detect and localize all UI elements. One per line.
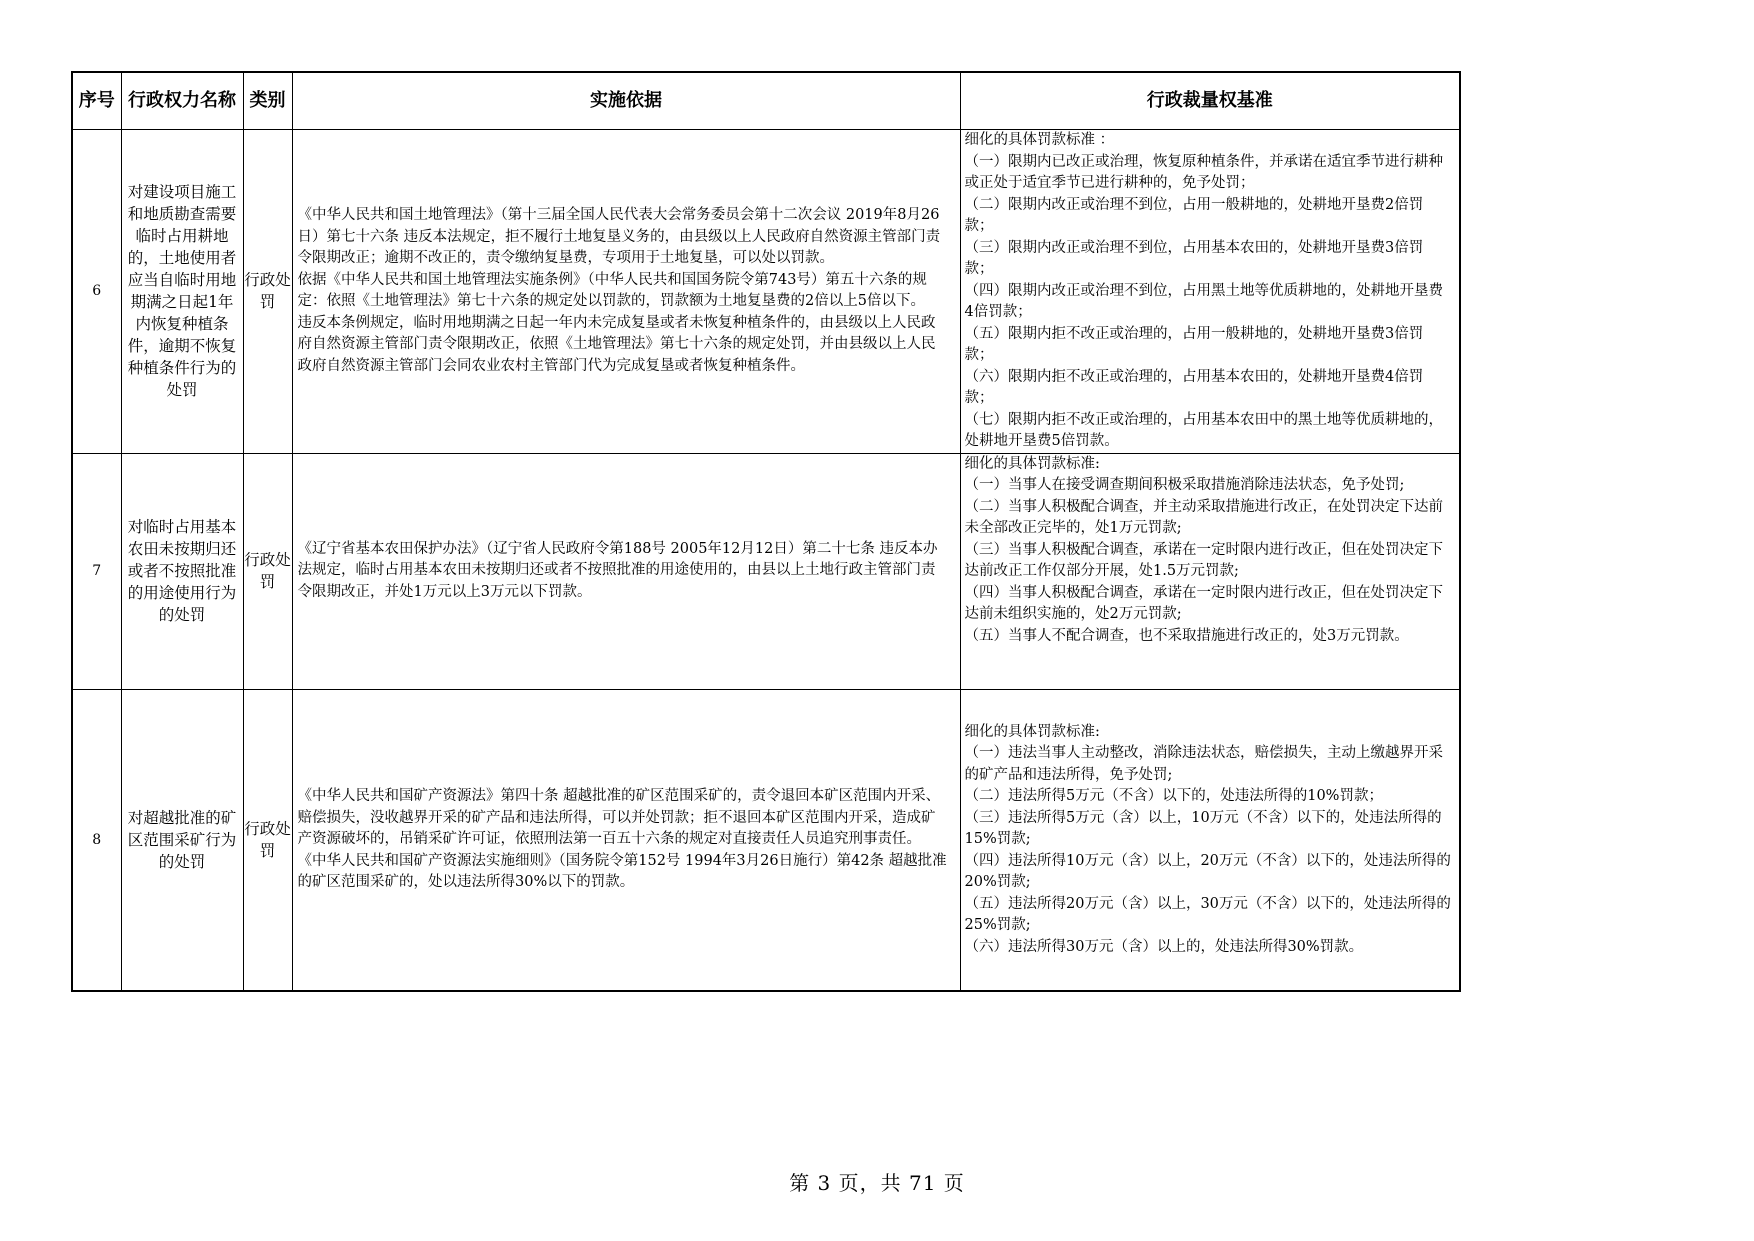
- basis-paragraph: 《中华人民共和国矿产资源法》第四十条 超越批准的矿区范围采矿的，责令退回本矿区范围内开采、赔偿损失，没收越界开采的矿产品和违法所得，可以并处罚款；拒不退回本矿区范围内开采，造成矿产资源破坏的，吊销采矿许可证，依照刑法第一百五十六条的规定对直接责任人员追究刑事责任。: [297, 788, 941, 847]
- page-footer: 第 3 页，共 71 页: [789, 1171, 965, 1195]
- standard-line: （二）当事人积极配合调查，并主动采取措施进行改正，在处罚决定下达前未全部改正完毕的，处1万元罚款;: [964, 498, 1443, 536]
- standard-line: （一）限期内已改正或治理，恢复原种植条件，并承诺在适宜季节进行耕种或正处于适宜季节已进行耕种的，免予处罚；: [964, 153, 1443, 191]
- standard-line: （六）违法所得30万元（含）以上的，处违法所得30%罚款。: [964, 938, 1364, 955]
- basis-paragraph: 依据《中华人民共和国土地管理法实施条例》（中华人民共和国国务院令第743号）第五十六条的规定：依照《土地管理法》第七十六条的规定处以罚款的，罚款额为土地复垦费的2倍以上5倍以下。: [297, 271, 927, 310]
- row-basis: [292, 689, 960, 991]
- row-discretion-standard: [960, 689, 1460, 991]
- standard-line: （七）限期内拒不改正或治理的，占用基本农田中的黑土地等优质耕地的，处耕地开垦费5倍罚款。: [964, 411, 1443, 449]
- row-basis: [292, 453, 960, 689]
- row-discretion-standard: [960, 453, 1460, 689]
- row-category: 行政处罚: [243, 453, 292, 689]
- table-row: [72, 453, 1460, 689]
- table-row: [72, 689, 1460, 991]
- row-discretion-standard: [960, 130, 1460, 454]
- standard-line: （六）限期内拒不改正或治理的，占用基本农田的，处耕地开垦费4倍罚款；: [964, 368, 1424, 406]
- header-discretion-standard: 行政裁量权基准: [960, 72, 1460, 130]
- standard-line: （五）违法所得20万元（含）以上，30万元（不含）以下的，处违法所得的25%罚款;: [964, 895, 1451, 933]
- header-seq: 序号: [72, 72, 121, 130]
- standard-line: 细化的具体罚款标准 ：: [964, 132, 1115, 148]
- standard-line: （二）违法所得5万元（不含）以下的，处违法所得的10%罚款；: [964, 788, 1383, 804]
- row-category: 行政处罚: [243, 689, 292, 991]
- row-power-name: 对超越批准的矿区范围采矿行为的处罚: [121, 689, 243, 991]
- standard-line: 细化的具体罚款标准:: [964, 455, 1100, 472]
- standard-line: （三）违法所得5万元（含）以上，10万元（不含）以下的，处违法所得的15%罚款;: [964, 809, 1442, 847]
- basis-paragraph: 《中华人民共和国土地管理法》（第十三届全国人民代表大会常务委员会第十二次会议 2019年8月26日）第七十六条 违反本法规定，拒不履行土地复垦义务的，由县级以上人民政府自然资源主管部门责令限期改正；逾期不改正的，责令缴纳复垦费，专项用于土地复垦，可以处以罚款。: [297, 207, 941, 267]
- row-seq: 6: [72, 130, 121, 454]
- standard-line: （三）当事人积极配合调查，承诺在一定时限内进行改正，但在处罚决定下达前改正工作仅部分开展，处1.5万元罚款;: [964, 541, 1443, 579]
- header-basis: 实施依据: [292, 72, 960, 130]
- standard-line: （一）当事人在接受调查期间积极采取措施消除违法状态，免予处罚;: [964, 477, 1405, 493]
- header-power-name: 行政权力名称: [121, 72, 243, 130]
- standard-line: 细化的具体罚款标准:: [964, 723, 1100, 740]
- table-row: [72, 130, 1460, 454]
- basis-paragraph: 《辽宁省基本农田保护办法》（辽宁省人民政府令第188号 2005年12月12日）第二十七条 违反本办法规定，临时占用基本农田未按期归还或者不按照批准的用途使用的，由县以上土地行政主管部门责令限期改正，并处1万元以上3万元以下罚款。: [297, 540, 938, 600]
- header-category: 类别: [243, 72, 292, 130]
- standard-line: （四）违法所得10万元（含）以上，20万元（不含）以下的，处违法所得的20%罚款;: [964, 852, 1451, 890]
- standard-line: （二）限期内改正或治理不到位，占用一般耕地的，处耕地开垦费2倍罚款；: [964, 196, 1424, 234]
- discretion-standards-table: [71, 71, 1461, 992]
- row-category: 行政处罚: [243, 130, 292, 454]
- standard-line: （一）违法当事人主动整改，消除违法状态，赔偿损失，主动上缴越界开采的矿产品和违法所得，免予处罚;: [964, 745, 1443, 783]
- table-header-row: [72, 72, 1460, 130]
- standard-line: （四）当事人积极配合调查，承诺在一定时限内进行改正，但在处罚决定下达前未组织实施的，处2万元罚款;: [964, 584, 1443, 622]
- row-power-name: 对临时占用基本农田未按期归还或者不按照批准的用途使用行为的处罚: [121, 453, 243, 689]
- row-seq: 7: [72, 453, 121, 689]
- basis-paragraph: 《中华人民共和国矿产资源法实施细则》（国务院令第152号 1994年3月26日施行）第42条 超越批准的矿区范围采矿的，处以违法所得30%以下的罚款。: [297, 852, 947, 890]
- row-power-name: 对建设项目施工和地质勘查需要临时占用耕地的，土地使用者应当自临时用地期满之日起1年内恢复种植条件，逾期不恢复种植条件行为的处罚: [121, 130, 243, 454]
- standard-line: （五）当事人不配合调查，也不采取措施进行改正的，处3万元罚款。: [964, 627, 1409, 644]
- standard-line: （三）限期内改正或治理不到位，占用基本农田的，处耕地开垦费3倍罚款；: [964, 239, 1424, 277]
- row-basis: [292, 130, 960, 454]
- row-seq: 8: [72, 689, 121, 991]
- standard-line: （四）限期内改正或治理不到位，占用黑土地等优质耕地的，处耕地开垦费4倍罚款；: [964, 282, 1443, 320]
- basis-paragraph: 违反本条例规定，临时用地期满之日起一年内未完成复垦或者未恢复种植条件的，由县级以上人民政府自然资源主管部门责令限期改正，依照《土地管理法》第七十六条的规定处罚，并由县级以上人民政府自然资源主管部门会同农业农村主管部门代为完成复垦或者恢复种植条件。: [297, 314, 936, 374]
- standard-line: （五）限期内拒不改正或治理的，占用一般耕地的，处耕地开垦费3倍罚款；: [964, 325, 1424, 363]
